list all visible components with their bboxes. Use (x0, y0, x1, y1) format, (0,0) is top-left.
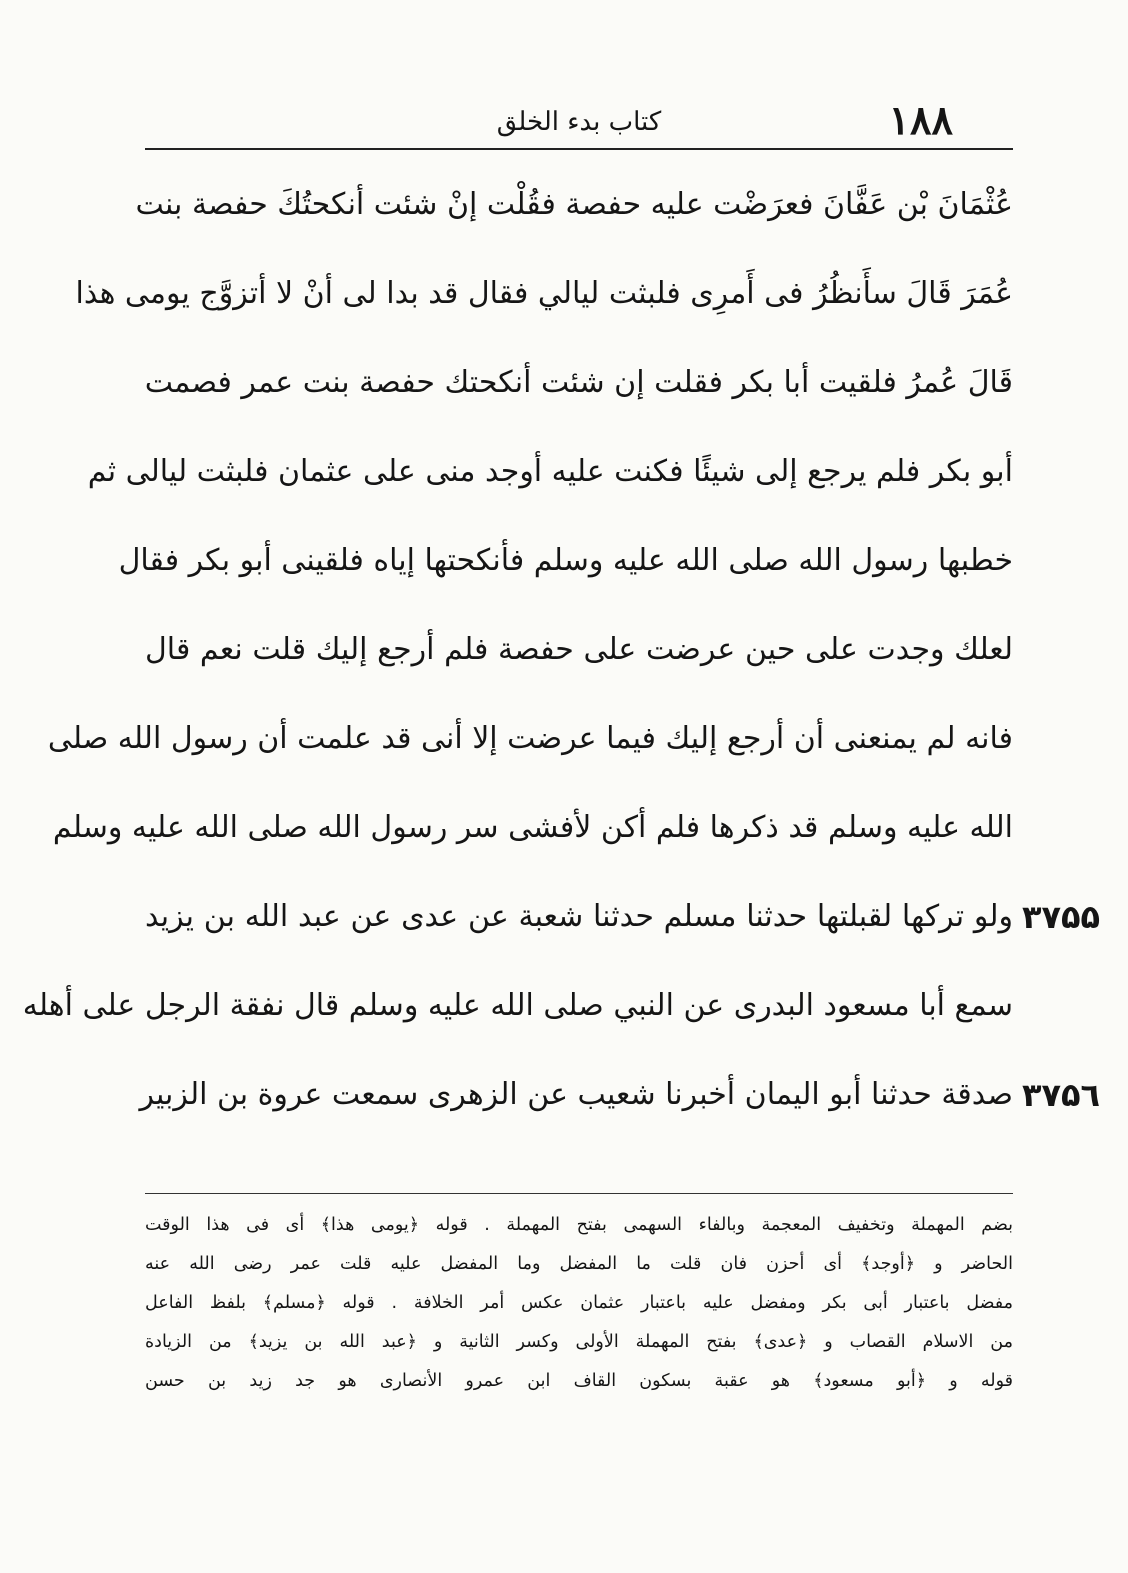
header-divider (145, 148, 1013, 150)
text-line: لعلك وجدت على حين عرضت على حفصة فلم أرجع إليك قلت نعم قال (145, 632, 1013, 667)
text-line: سمع أبا مسعود البدرى عن النبي صلى الله عليه وسلم قال نفقة الرجل على أهله (22, 988, 1013, 1023)
footnote-line: بضم المهملة وتخفيف المعجمة وبالفاء السهمى بفتح المهملة . قوله ﴿يومى هذا﴾ أى فى هذا الوقت (145, 1215, 1013, 1235)
text-line: عُثْمَانَ بْن عَفَّانَ فعرَضْت عليه حفصة فقُلْت إنْ شئت أنكحتُكَ حفصة بنت (135, 187, 1013, 222)
text-line: ولو تركها لقبلتها حدثنا مسلم حدثنا شعبة عن عدى عن عبد الله بن يزيد (145, 899, 1013, 934)
running-title: كتاب بدء الخلق (496, 107, 662, 137)
hadith-number: ۳۷۵۵ (1021, 898, 1101, 936)
page-number: ۱۸۸ (888, 97, 953, 144)
hadith-number: ۳۷۵٦ (1021, 1076, 1101, 1114)
footnote-line: قوله و ﴿أبو مسعود﴾ هو عقبة بسكون القاف ابن عمرو الأنصارى هو جد زيد بن حسن (145, 1371, 1013, 1391)
footnote-divider (145, 1193, 1013, 1194)
text-line: قَالَ عُمرُ فلقيت أبا بكر فقلت إن شئت أنكحتك حفصة بنت عمر فصمت (144, 365, 1013, 400)
text-line: صدقة حدثنا أبو اليمان أخبرنا شعيب عن الزهرى سمعت عروة بن الزبير (139, 1077, 1013, 1112)
text-line: خطبها رسول الله صلى الله عليه وسلم فأنكحتها إياه فلقينى أبو بكر فقال (118, 543, 1013, 578)
text-line: أبو بكر فلم يرجع إلى شيئًا فكنت عليه أوجد منى على عثمان فلبثت ليالی ثم (87, 454, 1013, 489)
footnote-line: من الاسلام القصاب و ﴿عدى﴾ بفتح المهملة الأولى وكسر الثانية و ﴿عبد الله بن يزيد﴾ من الزيادة (145, 1332, 1013, 1352)
page-header (145, 96, 1013, 146)
footnote-line: مفضل باعتبار أبى بكر ومفضل عليه باعتبار عثمان عكس أمر الخلافة . قوله ﴿مسلم﴾ بلفظ الفاعل (145, 1293, 1013, 1313)
footnote-line: الحاضر و ﴿أوجد﴾ أى أحزن فان قلت ما المفضل وما المفضل عليه قلت عمر رضى الله عنه (145, 1254, 1013, 1274)
text-line: فانه لم يمنعنى أن أرجع إليك فيما عرضت إلا أنى قد علمت أن رسول الله صلى (47, 721, 1013, 756)
text-line: عُمَرَ قَالَ سأَنظُرُ فی أَمرِی فلبثت ليالي فقال قد بدا لى أنْ لا أتزوَّج يومی هذا (75, 276, 1013, 311)
text-line: الله عليه وسلم قد ذكرها فلم أكن لأفشى سر رسول الله صلى الله عليه وسلم (52, 810, 1013, 845)
